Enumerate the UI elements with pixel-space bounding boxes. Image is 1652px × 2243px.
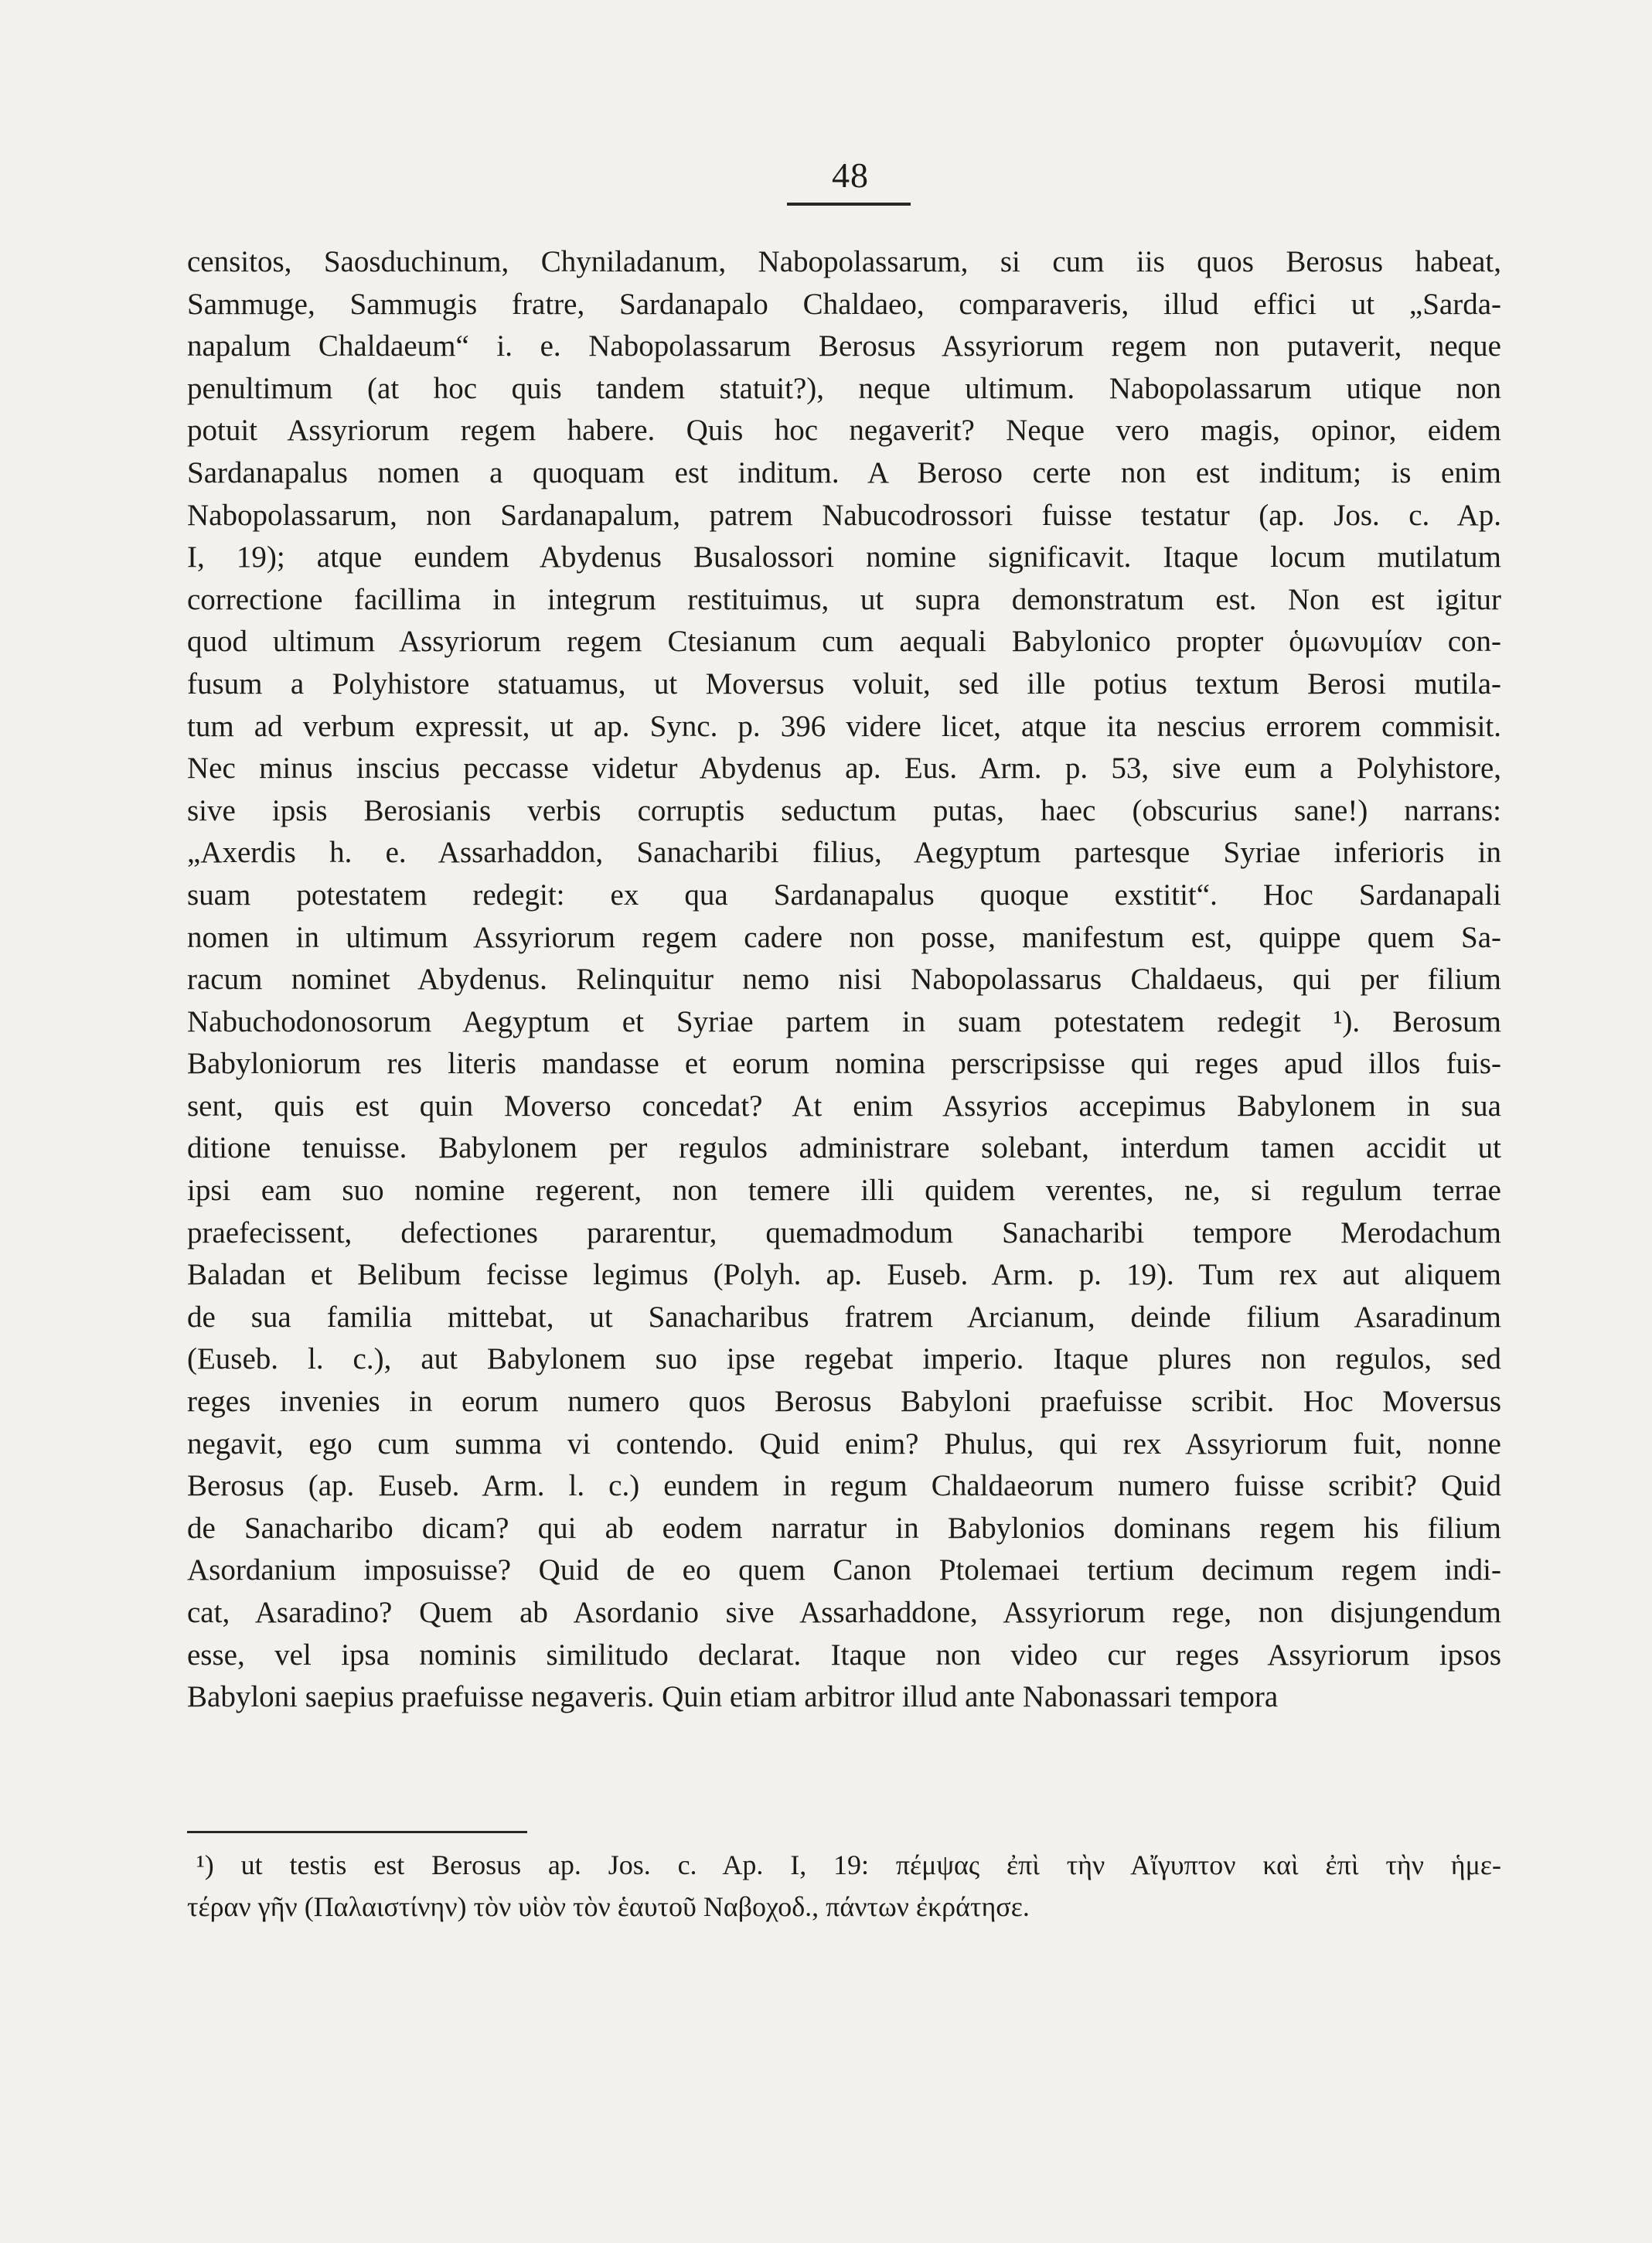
text-line: fusum a Polyhistore statuamus, ut Moversus voluit, sed ille potius textum Berosi mutila-	[187, 666, 1501, 701]
text-line: napalum Chaldaeum“ i. e. Nabopolassarum Berosus Assyriorum regem non putaverit, neque	[187, 329, 1501, 363]
text-line: Berosus (ap. Euseb. Arm. l. c.) eundem in regum Chaldaeorum numero fuisse scribit? Quid	[187, 1469, 1501, 1503]
text-line: esse, vel ipsa nominis similitudo declarat. Itaque non video cur reges Assyriorum ipsos	[187, 1638, 1501, 1672]
text-line: de sua familia mittebat, ut Sanacharibus fratrem Arcianum, deinde filium Asaradinum	[187, 1300, 1501, 1334]
text-line: ditione tenuisse. Babylonem per regulos administrare solebant, interdum tamen accidit ut	[187, 1131, 1501, 1165]
text-line: sent, quis est quin Moverso concedat? At enim Assyrios accepimus Babylonem in sua	[187, 1089, 1501, 1123]
text-line: Nec minus inscius peccasse videtur Abydenus ap. Eus. Arm. p. 53, sive eum a Polyhistore,	[187, 752, 1501, 786]
text-line: penultimum (at hoc quis tandem statuit?), neque ultimum. Nabopolassarum utique non	[187, 371, 1501, 405]
text-line: (Euseb. l. c.), aut Babylonem suo ipse regebat imperio. Itaque plures non regulos, sed	[187, 1342, 1501, 1376]
text-line: potuit Assyriorum regem habere. Quis hoc negaverit? Neque vero magis, opinor, eidem	[187, 414, 1501, 448]
text-line: Nabuchodonosorum Aegyptum et Syriae partem in suam potestatem redegit ¹). Berosum	[187, 1004, 1501, 1038]
text-line: „Axerdis h. e. Assarhaddon, Sanacharibi filius, Aegyptum partesque Syriae inferioris in	[187, 836, 1501, 870]
text-line: nomen in ultimum Assyriorum regem cadere non posse, manifestum est, quippe quem Sa-	[187, 920, 1501, 954]
footnote-line: τέραν γῆν (Παλαιστίνην) τὸν υἱὸν τὸν ἑαυτοῦ Ναβοχοδ., πάντων ἐκράτησε.	[187, 1891, 1030, 1922]
text-line: Nabopolassarum, non Sardanapalum, patrem Nabucodrossori fuisse testatur (ap. Jos. c. Ap.	[187, 498, 1501, 532]
text-line: I, 19); atque eundem Abydenus Busalossori nomine significavit. Itaque locum mutilatum	[187, 540, 1501, 574]
text-line: racum nominet Abydenus. Relinquitur nemo nisi Nabopolassarus Chaldaeus, qui per filium	[187, 963, 1501, 997]
text-line: ipsi eam suo nomine regerent, non temere illi quidem verentes, ne, si regulum terrae	[187, 1174, 1501, 1208]
text-line: Baladan et Belibum fecisse legimus (Polyh. ap. Euseb. Arm. p. 19). Tum rex aut aliquem	[187, 1258, 1501, 1292]
text-line: quod ultimum Assyriorum regem Ctesianum cum aequali Babylonico propter ὁμωνυμίαν con-	[187, 625, 1501, 659]
text-line: Asordanium imposuisse? Quid de eo quem Canon Ptolemaei tertium decimum regem indi-	[187, 1553, 1501, 1587]
footnotes	[187, 1844, 1501, 1928]
text-line: de Sanacharibo dicam? qui ab eodem narratur in Babylonios dominans regem his filium	[187, 1511, 1501, 1545]
text-line: praefecissent, defectiones pararentur, quemadmodum Sanacharibi tempore Merodachum	[187, 1215, 1501, 1249]
footnote-separator	[187, 1831, 527, 1833]
text-line: cat, Asaradino? Quem ab Asordanio sive Assarhaddone, Assyriorum rege, non disjungendum	[187, 1596, 1501, 1629]
text-line: Babyloni saepius praefuisse negaveris. Quin etiam arbitror illud ante Nabonassari tempora	[187, 1680, 1279, 1714]
text-line: Sardanapalus nomen a quoquam est inditum. A Beroso certe non est inditum; is enim	[187, 455, 1501, 489]
text-line: Sammuge, Sammugis fratre, Sardanapalo Chaldaeo, comparaveris, illud effici ut „Sarda-	[187, 287, 1501, 321]
text-line: correctione facillima in integrum restituimus, ut supra demonstratum est. Non est igitur	[187, 582, 1501, 616]
text-line: reges invenies in eorum numero quos Berosus Babyloni praefuisse scribit. Hoc Moversus	[187, 1385, 1501, 1419]
text-line: Babyloniorum res literis mandasse et eorum nomina perscripsisse qui reges apud illos fuis-	[187, 1047, 1501, 1081]
footnote-line: ¹) ut testis est Berosus ap. Jos. c. Ap. I, 19: πέμψας ἐπὶ τὴν Αἴγυπτον καὶ ἐπὶ τὴν ἡμε-	[196, 1849, 1501, 1880]
page-number: 48	[832, 155, 869, 195]
page-number-underline	[787, 203, 911, 206]
text-line: censitos, Saosduchinum, Chyniladanum, Nabopolassarum, si cum iis quos Berosus habeat,	[187, 245, 1501, 278]
text-line: negavit, ego cum summa vi contendo. Quid enim? Phulus, qui rex Assyriorum fuit, nonne	[187, 1427, 1501, 1461]
text-line: tum ad verbum expressit, ut ap. Sync. p. 396 videre licet, atque ita nescius errorem commisit.	[187, 709, 1501, 743]
text-line: sive ipsis Berosianis verbis corruptis seductum putas, haec (obscurius sane!) narrans:	[187, 793, 1501, 827]
text-line: suam potestatem redegit: ex qua Sardanapalus quoque exstitit“. Hoc Sardanapali	[187, 878, 1501, 912]
body-text	[187, 241, 1501, 1719]
